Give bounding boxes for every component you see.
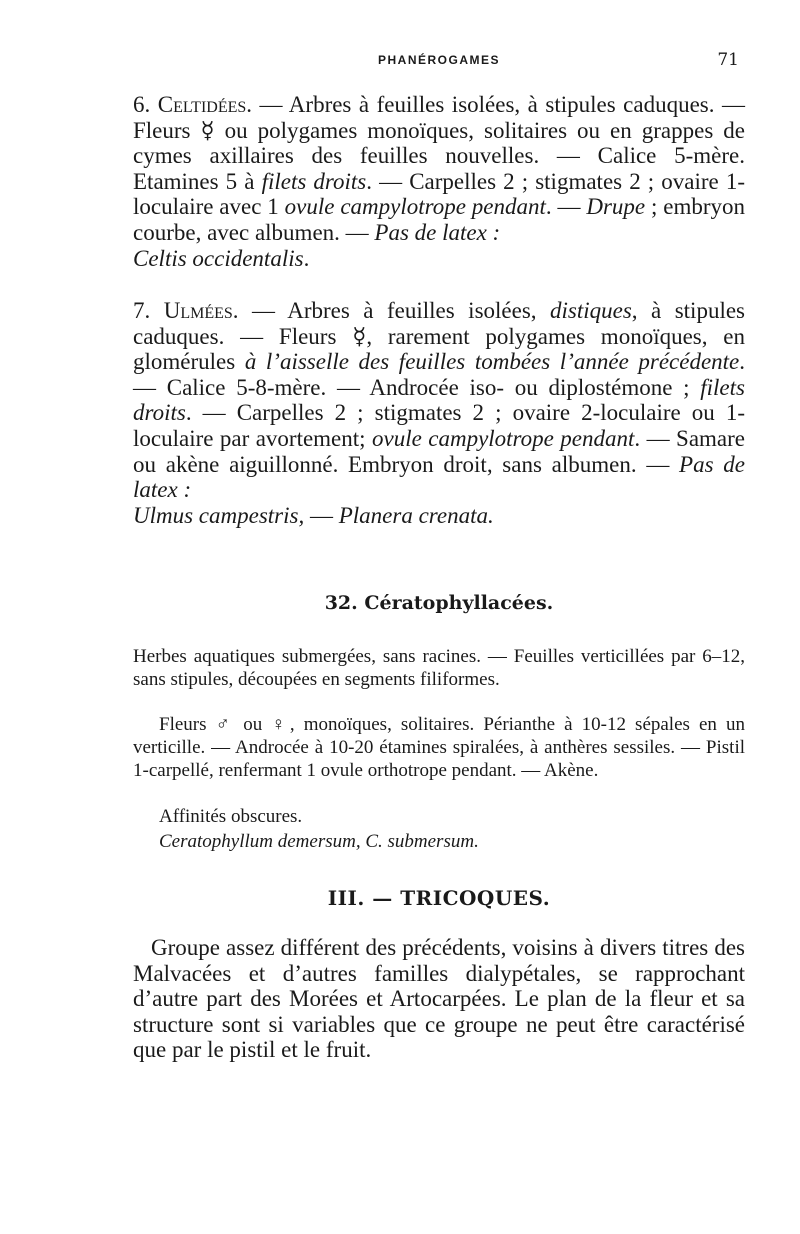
celtidees-text: ; embryon courbe, avec albumen. — <box>133 194 745 245</box>
celtidees-name: Celtidées. <box>157 92 253 117</box>
ceratophyllacees-description: Herbes aquatiques submergées, sans racines. — Feuilles verticillées par 6–12, sans stipules, découpées en segments filiformes. <box>133 646 745 690</box>
celtidees-italic-term: filets droits <box>261 168 367 194</box>
ulmees-text: , à stipules caduques. — Fleurs ☿, rarement polygames monoïques, en glomérules <box>133 298 745 375</box>
ulmees-number: 7. <box>133 298 151 323</box>
group-heading: III. — TRICOQUES. <box>327 886 551 910</box>
ulmees-italic-term: ovule campylotrope pendant <box>372 425 635 451</box>
ulmees-italic-term: filets droits <box>133 374 745 426</box>
celtidees-text: . — Carpelles 2 ; stigmates 2 ; ovaire 1-loculaire avec 1 <box>133 168 745 220</box>
ulmees-text: . — Calice 5-8-mère. — Androcée iso- ou diplostémone ; <box>133 349 746 400</box>
celtidees-paragraph <box>133 92 745 271</box>
ulmees-example: Ulmus campestris, <box>133 502 305 528</box>
ceratophyllacees-examples: Ceratophyllum demersum, C. submersum. <box>159 831 479 852</box>
ulmees-italic-term: à l’aisselle des feuilles tombées l’année précédente <box>244 349 740 375</box>
ulmees-text: — <box>304 502 339 528</box>
ulmees-example: Planera crenata. <box>338 502 494 528</box>
celtidees-number: 6. <box>133 92 151 117</box>
page-header <box>133 50 745 72</box>
celtidees-italic-term: Pas de latex : <box>374 219 501 245</box>
celtidees-text: — Arbres à feuilles isolées, à stipules caduques. — Fleurs ☿ ou polygames monoïques, solitaires ou en grappes de cymes axillaires des feuilles nouvelles. — Calice 5-mère. Etamines 5 à <box>133 92 746 194</box>
tricoques-paragraph: Groupe assez différent des précédents, voisins à divers titres des Malvacées et d’autres familles dialypétales, se rapprochant d’autre part des Morées et Artocarpées. Le plan de la fleur et sa structure sont si variables que ce groupe ne peut être caractérisé que par le pistil et le fruit. <box>133 935 745 1063</box>
ceratophyllacees-flowers: Fleurs ♂ ou ♀, monoïques, solitaires. Périanthe à 10-12 sépales en un verticille. — Androcée à 10-20 étamines spiralées, à anthères sessiles. — Pistil 1-carpellé, renfermant 1 ovule orthotrope pendant. — Akène. <box>133 714 745 781</box>
ulmees-text: . — Samare ou akène aiguillonné. Embryon droit, sans albumen. — <box>133 425 746 477</box>
family-heading: 32. Cératophyllacées. <box>324 592 554 614</box>
page-number: 71 <box>717 50 739 70</box>
ulmees-text: — Arbres à feuilles isolées, <box>238 298 551 323</box>
ceratophyllacees-affinities: Affinités obscures. <box>159 806 303 827</box>
ulmees-italic-term: Pas de latex : <box>133 451 745 503</box>
ulmees-text: . — Carpelles 2 ; stigmates 2 ; ovaire 2-loculaire ou 1-loculaire par avortement; <box>133 400 745 451</box>
running-title: PHANÉROGAMES <box>377 53 500 67</box>
ulmees-name: Ulmées. <box>163 298 239 323</box>
celtidees-text: . — <box>545 194 587 220</box>
ulmees-paragraph <box>133 298 745 528</box>
celtidees-text: . <box>303 245 310 271</box>
ulmees-italic-term: distiques <box>550 298 632 323</box>
celtidees-italic-term: Drupe <box>586 194 646 220</box>
celtidees-italic-term: ovule campylotrope pendant <box>284 194 546 220</box>
celtidees-example: Celtis occidentalis <box>133 245 304 271</box>
